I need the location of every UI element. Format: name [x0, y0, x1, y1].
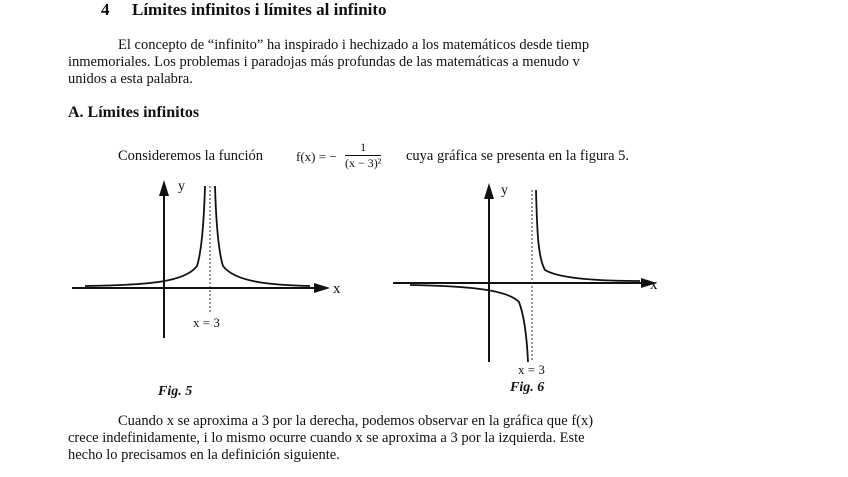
- fig5-caption: Fig. 5: [158, 384, 193, 399]
- fig6-curve-right: [536, 190, 640, 281]
- subsection-title: A. Límites infinitos: [68, 104, 200, 121]
- fig5-y-label: y: [178, 179, 185, 194]
- function-sentence-before: Consideremos la función: [118, 148, 263, 164]
- fraction-numerator: 1: [345, 140, 381, 156]
- fig6-caption: Fig. 6: [510, 380, 545, 395]
- intro-line-1: El concepto de “infinito” ha inspirado i hechizado a los matemáticos desde tiemp: [118, 37, 590, 53]
- conclusion-line-2: crece indefinidamente, i lo mismo ocurre cuando x se aproxima a 3 por la izquierda. Este: [68, 430, 585, 446]
- fig5-x-label: x: [333, 281, 341, 297]
- intro-line-3: unidos a esta palabra.: [68, 71, 193, 87]
- intro-line-2: inmemoriales. Los problemas i paradojas más profundas de las matemáticas a menudo v: [68, 54, 580, 70]
- fig6-x-label: x: [650, 277, 658, 293]
- function-sentence-after: cuya gráfica se presenta en la figura 5.: [406, 148, 630, 164]
- section-number: 4: [101, 0, 110, 19]
- conclusion-line-1: Cuando x se aproxima a 3 por la derecha, podemos observar en la gráfica que f(x): [118, 413, 594, 429]
- fig6-y-arrow: [484, 183, 494, 199]
- fig6-curve-left: [410, 285, 528, 362]
- function-lhs: f(x) = −: [296, 149, 337, 164]
- fig6-asymptote-label: x = 3: [518, 362, 545, 377]
- conclusion-line-3: hecho lo precisamos en la definición siguiente.: [68, 447, 340, 463]
- fig5-asymptote-label: x = 3: [193, 315, 220, 330]
- fraction-denominator: (x − 3)²: [345, 156, 382, 170]
- fig6-y-label: y: [501, 183, 508, 198]
- section-title: Límites infinitos i límites al infinito: [132, 0, 387, 19]
